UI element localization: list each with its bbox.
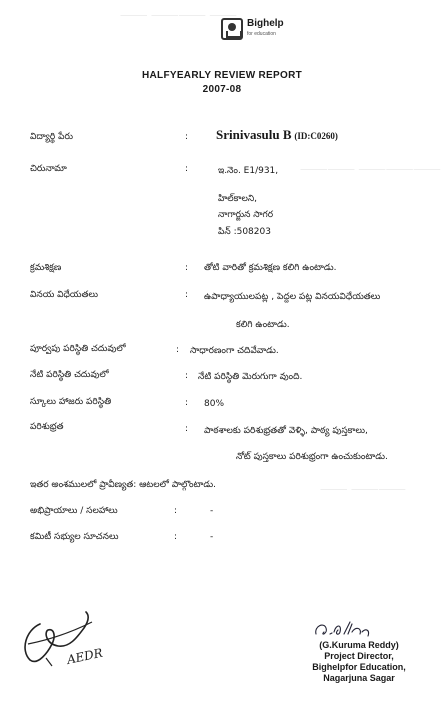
discipline-value: తోటి వారితో క్రమశిక్షణ కలిగి ఉంటాడు.	[204, 263, 337, 273]
signatory-place: Nagarjuna Sagar	[323, 673, 395, 683]
hygiene-label: పరిశుభ్రత	[30, 422, 64, 432]
student-id: (ID:C0260)	[294, 131, 338, 141]
other-skills-line: ఇతర అంశములలో ప్రావీణ్యత: ఆటలలో పాల్గొంటాడు.	[30, 480, 217, 490]
colon: :	[174, 532, 178, 542]
respect-label: వినయ విధేయతలు	[30, 290, 98, 300]
colon: :	[185, 424, 189, 434]
opinions-label: అభిప్రాయాలు / సలహాలు	[30, 506, 118, 516]
address-line-3: నాగార్జున సాగర	[218, 210, 274, 220]
bighelp-logo	[221, 18, 284, 40]
address-pin: పిన్ :508203	[218, 227, 271, 237]
left-signature-text: AEDR	[65, 645, 104, 667]
past-study-label: పూర్వపు పరిస్థితి చదువులో	[30, 344, 126, 354]
committee-label: కమిటీ సభ్యుల సూచనలు	[30, 532, 119, 542]
colon: :	[185, 290, 189, 300]
left-signature	[18, 600, 108, 670]
signatory-org: Bighelpfor Education,	[312, 662, 406, 672]
colon: :	[185, 164, 189, 174]
logo-tagline: for education	[247, 31, 276, 37]
past-study-value: సాధారణంగా చదివేవాడు.	[190, 346, 279, 356]
opinions-value: -	[210, 506, 214, 516]
colon: :	[174, 506, 178, 516]
committee-value: -	[210, 532, 214, 542]
address-line-1: ఇ.నెం. E1/931,	[218, 166, 279, 176]
attendance-label: స్కూలు హాజరు పరిస్థితి	[30, 397, 112, 407]
address-line-2: హిల్‌కాలని,	[218, 194, 258, 204]
student-name	[216, 127, 338, 143]
colon: :	[185, 263, 189, 273]
present-study-value: నేటి పరిస్థితి మెరుగుగా వుంది.	[198, 372, 303, 382]
report-year: 2007-08	[202, 84, 242, 95]
bighelp-logo-icon	[221, 18, 243, 40]
student-name-label: విద్యార్థి పేరు	[30, 132, 73, 142]
address-label: చిరునామా	[30, 164, 67, 174]
respect-value-line-2: కలిగి ఉంటాడు.	[236, 320, 290, 330]
discipline-label: క్రమశిక్షణ	[30, 263, 62, 273]
present-study-label: నేటి పరిస్థితి చదువులో	[30, 370, 109, 380]
bleed-through-text: ⸻⸻ ⸻⸻⸻	[300, 162, 441, 175]
signatory-title: Project Director,	[324, 651, 394, 661]
student-name-text: Srinivasulu B	[216, 127, 292, 142]
bleed-through-text: ⸻ ⸻⸻	[320, 482, 406, 495]
right-signature	[312, 618, 374, 642]
hygiene-value-line-2: నోట్ పుస్తకాలు పరిశుభ్రంగా ఉంచుకుంటాడు.	[236, 452, 388, 462]
hygiene-value-line-1: పాఠశాలకు పరిశుభ్రతతో వెళ్ళి, పాఠ్య పుస్తకాలు,	[204, 426, 368, 436]
report-title: HALFYEARLY REVIEW REPORT	[142, 70, 302, 81]
logo-name: Bighelp	[247, 18, 284, 29]
attendance-value: 80%	[204, 399, 225, 409]
respect-value-line-1: ఉపాధ్యాయులపట్ల , పెద్దల పట్ల వినయవిధేయతలు	[204, 292, 381, 302]
colon: :	[185, 398, 189, 408]
colon: :	[185, 132, 189, 142]
colon: :	[185, 371, 189, 381]
signatory-block	[294, 640, 424, 684]
signatory-name: (G.Kuruma Reddy)	[319, 640, 399, 650]
colon: :	[176, 345, 180, 355]
bleed-through-text: ⸻ ⸻⸻ ⸻	[120, 8, 237, 21]
